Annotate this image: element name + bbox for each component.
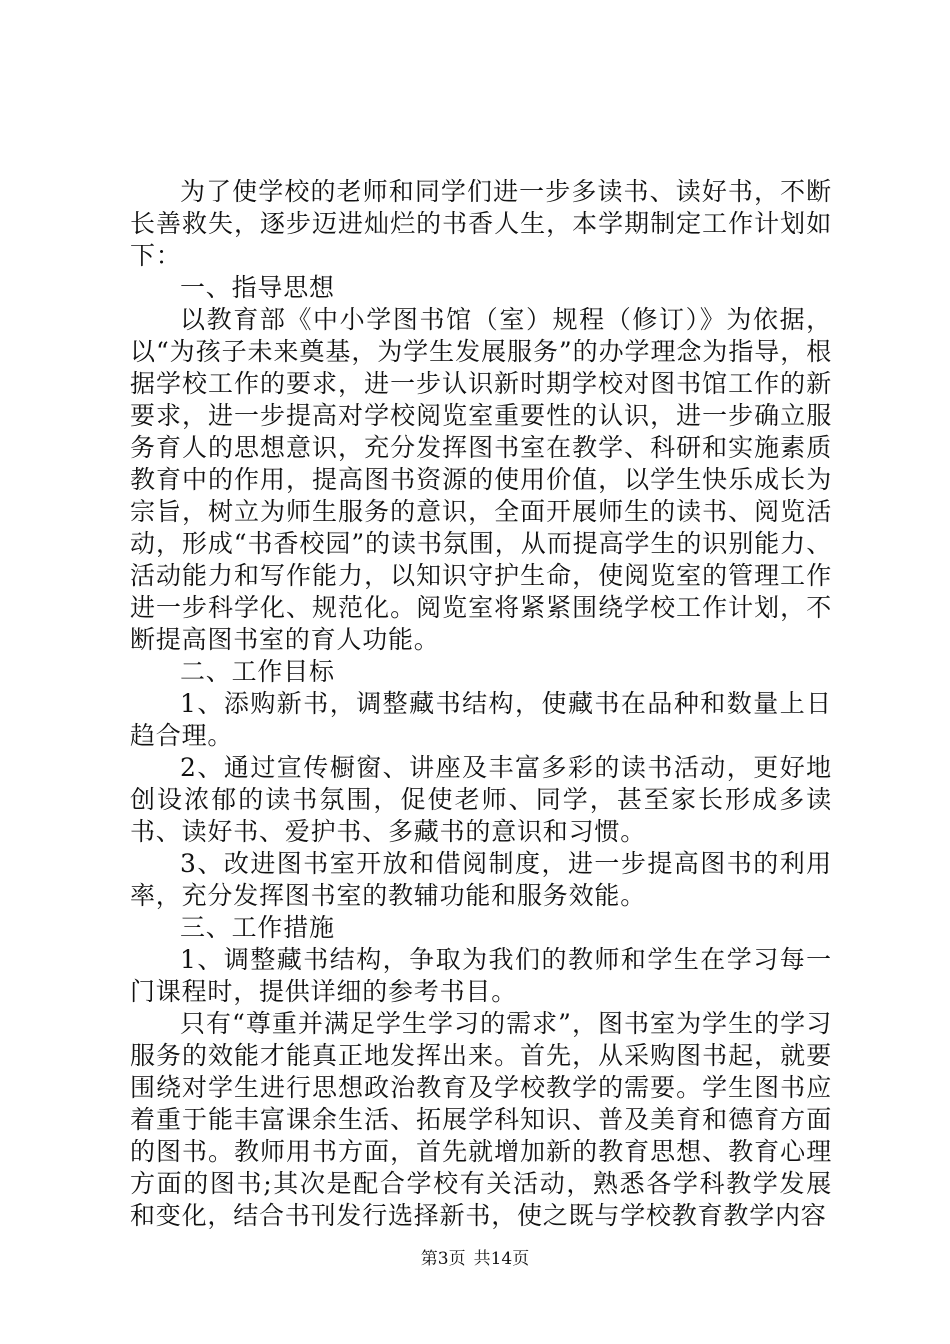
document-body [130, 176, 832, 1232]
goal-item-2: 2、通过宣传橱窗、讲座及丰富多彩的读书活动，更好地创设浓郁的读书氛围，促使老师、同学，甚至家长形成多读书、读好书、爱护书、多藏书的意识和习惯。 [130, 753, 832, 846]
goal-item-3: 3、改进图书室开放和借阅制度，进一步提高图书的利用率，充分发挥图书室的教辅功能和服务效能。 [130, 849, 832, 910]
section-heading-work-measures: 三、工作措施 [180, 913, 335, 942]
page-total: 共14页 [473, 1249, 530, 1269]
section-heading-guiding-thought: 一、指导思想 [180, 273, 335, 302]
measure-detail-paragraph: 只有“尊重并满足学生学习的需求”，图书室为学生的学习服务的效能才能真正地发挥出来。首先，从采购图书起，就要围绕对学生进行思想政治教育及学校教学的需要。学生图书应着重于能丰富课余生活、拓展学科知识、普及美育和德育方面的图书。教师用书方面，首先就增加新的教育思想、教育心理方面的图书;其次是配合学校有关活动，熟悉各学科教学发展和变化，结合书刊发行选择新书，使之既与学校教育教学内容 [130, 1009, 832, 1230]
page-number: 第3页 [420, 1249, 466, 1269]
goal-item-1: 1、添购新书，调整藏书结构，使藏书在品种和数量上日趋合理。 [130, 689, 832, 750]
measure-item-1: 1、调整藏书结构，争取为我们的教师和学生在学习每一门课程时，提供详细的参考书目。 [130, 945, 832, 1006]
guiding-thought-paragraph: 以教育部《中小学图书馆（室）规程（修订）》为依据，以“为孩子未来奠基，为学生发展服务”的办学理念为指导，根据学校工作的要求，进一步认识新时期学校对图书馆工作的新要求，进一步提高对学校阅览室重要性的认识，进一步确立服务育人的思想意识，充分发挥图书室在教学、科研和实施素质教育中的作用，提高图书资源的使用价值，以学生快乐成长为宗旨，树立为师生服务的意识，全面开展师生的读书、阅览活动，形成“书香校园”的读书氛围，从而提高学生的识别能力、活动能力和写作能力，以知识守护生命，使阅览室的管理工作进一步科学化、规范化。阅览室将紧紧围绕学校工作计划，不断提高图书室的育人功能。 [130, 305, 832, 654]
section-heading-work-goals: 二、工作目标 [180, 657, 335, 686]
intro-paragraph: 为了使学校的老师和同学们进一步多读书、读好书，不断长善救失，逐步迈进灿烂的书香人生，本学期制定工作计划如下： [130, 177, 832, 270]
page-footer [0, 1244, 950, 1269]
